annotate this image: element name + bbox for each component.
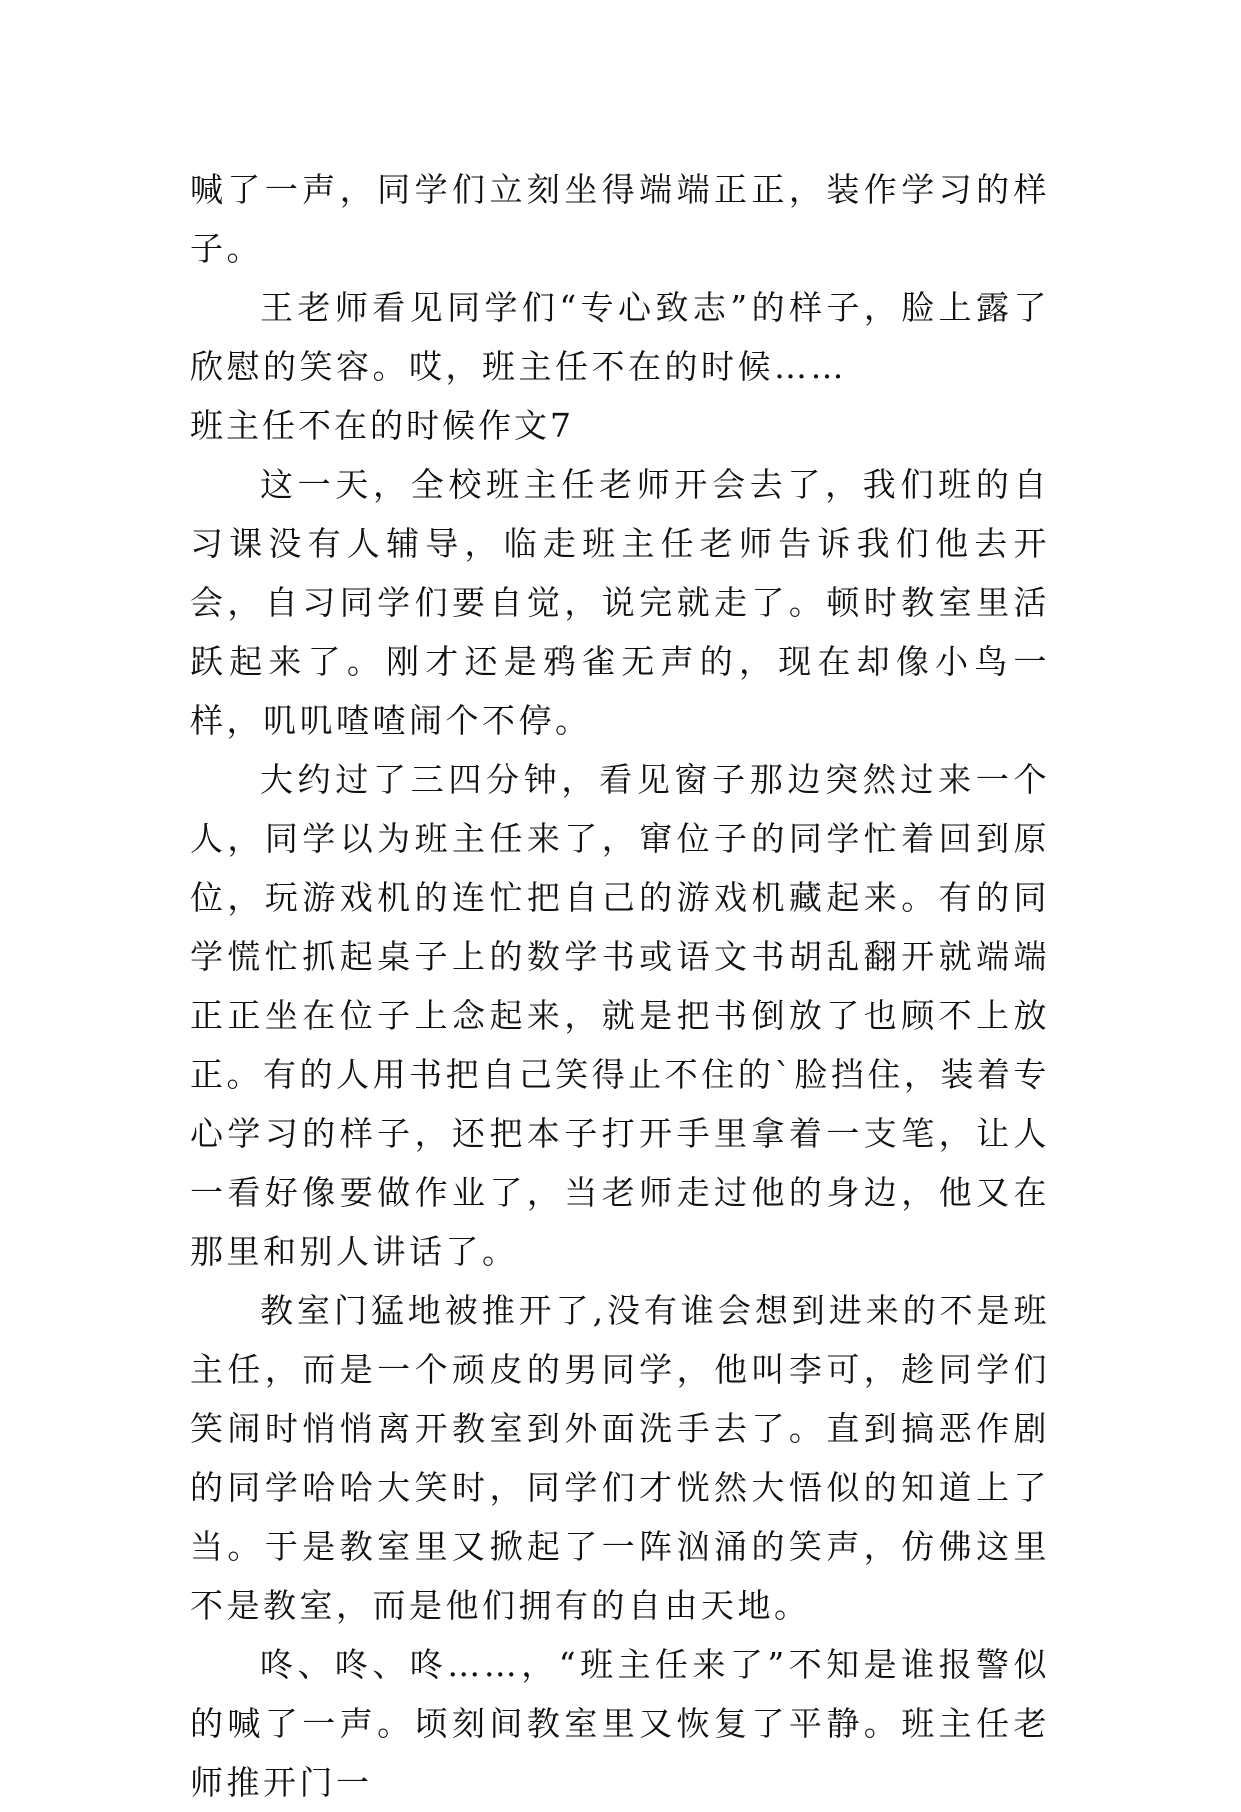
paragraph-window: 大约过了三四分钟，看见窗子那边突然过来一个人，同学以为班主任来了，窜位子的同学忙着回到原位，玩游戏机的连忙把自己的游戏机藏起来。有的同学慌忙抓起桌子上的数学书或语文书胡乱翻开就端端正正坐在位子上念起来，就是把书倒放了也顾不上放正。有的人用书把自己笑得止不住的`脸挡住，装着专心学习的样子，还把本子打开手里拿着一支笔，让人一看好像要做作业了，当老师走过他的身边，他又在那里和别人讲话了。 [190, 760, 1050, 1271]
document-page [190, 160, 1050, 1812]
essay-heading: 班主任不在的时候作文7 [190, 406, 574, 445]
paragraph-meeting: 这一天，全校班主任老师开会去了，我们班的自习课没有人辅导，临走班主任老师告诉我们他去开会，自习同学们要自觉，说完就走了。顿时教室里活跃起来了。刚才还是鸦雀无声的，现在却像小鸟一样，叽叽喳喳闹个不停。 [190, 465, 1050, 740]
paragraph-door: 教室门猛地被推开了,没有谁会想到进来的不是班主任，而是一个顽皮的男同学，他叫李可，趁同学们笑闹时悄悄离开教室到外面洗手去了。直到搞恶作剧的同学哈哈大笑时，同学们才恍然大悟似的知道上了当。于是教室里又掀起了一阵汹涌的笑声，仿佛这里不是教室，而是他们拥有的自由天地。 [190, 1291, 1050, 1625]
paragraph-continued: 喊了一声，同学们立刻坐得端端正正，装作学习的样子。 [190, 170, 1050, 268]
paragraph-teacher-smile: 王老师看见同学们“专心致志”的样子，脸上露了欣慰的笑容。哎，班主任不在的时候…… [190, 288, 1050, 386]
paragraph-knock: 咚、咚、咚……，“班主任来了”不知是谁报警似的喊了一声。顷刻间教室里又恢复了平静。班主任老师推开门一 [190, 1645, 1050, 1802]
